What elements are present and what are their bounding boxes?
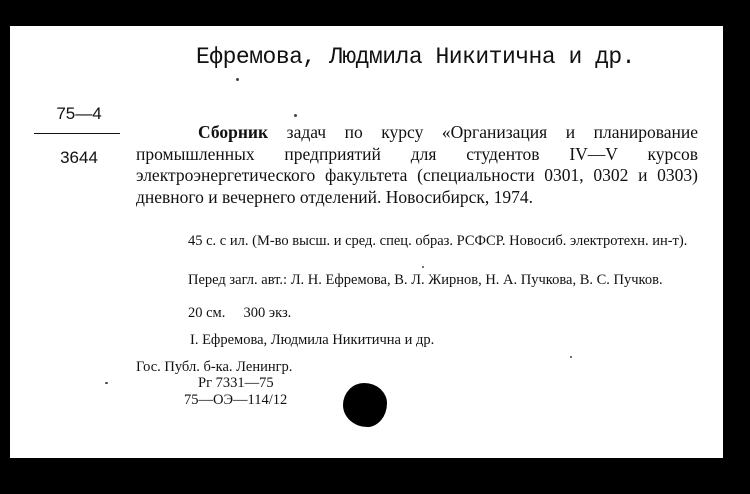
catalog-card (10, 26, 723, 458)
ink-speck (236, 78, 239, 81)
authors-note-block (136, 271, 702, 291)
shelfmark-bottom: 3644 (60, 148, 98, 167)
library-code-2: 75—ОЭ—114/12 (184, 392, 288, 408)
title-rest: задач по курсу «Организация и планирование промышленных предприятий для студентов IV—V курсов электроэнергетического факультета (специальности 0301, 0302 и 0303) дневного и вечернего отделений. Новосибирск, 1974. (136, 122, 698, 207)
authors-note: Перед загл. авт.: Л. Н. Ефремова, В. Л. Жирнов, Н. А. Пучкова, В. С. Пучков. (188, 272, 663, 288)
shelfmark-divider (34, 133, 120, 134)
size-copies: 20 см. 300 экз. (188, 305, 292, 321)
author-heading: Ефремова, Людмила Никитична и др. (196, 44, 635, 70)
physical-description: 45 с. с ил. (М-во высш. и сред. спец. образ. РСФСР. Новосиб. электротехн. ин-т). (188, 233, 688, 249)
ink-speck (570, 356, 572, 358)
title-bold-word: Сборник (198, 122, 269, 142)
library-code-1: Рг 7331—75 (198, 375, 274, 391)
ink-speck (422, 266, 424, 268)
physical-description-block (136, 232, 702, 252)
title-description (136, 122, 698, 208)
ink-speck (294, 114, 297, 117)
ink-speck (105, 382, 108, 384)
library-name: Гос. Публ. б-ка. Ленингр. (136, 359, 293, 375)
shelfmark-top: 75—4 (56, 104, 102, 123)
tracing-entry: I. Ефремова, Людмила Никитична и др. (190, 332, 435, 348)
ink-blot (343, 383, 387, 427)
